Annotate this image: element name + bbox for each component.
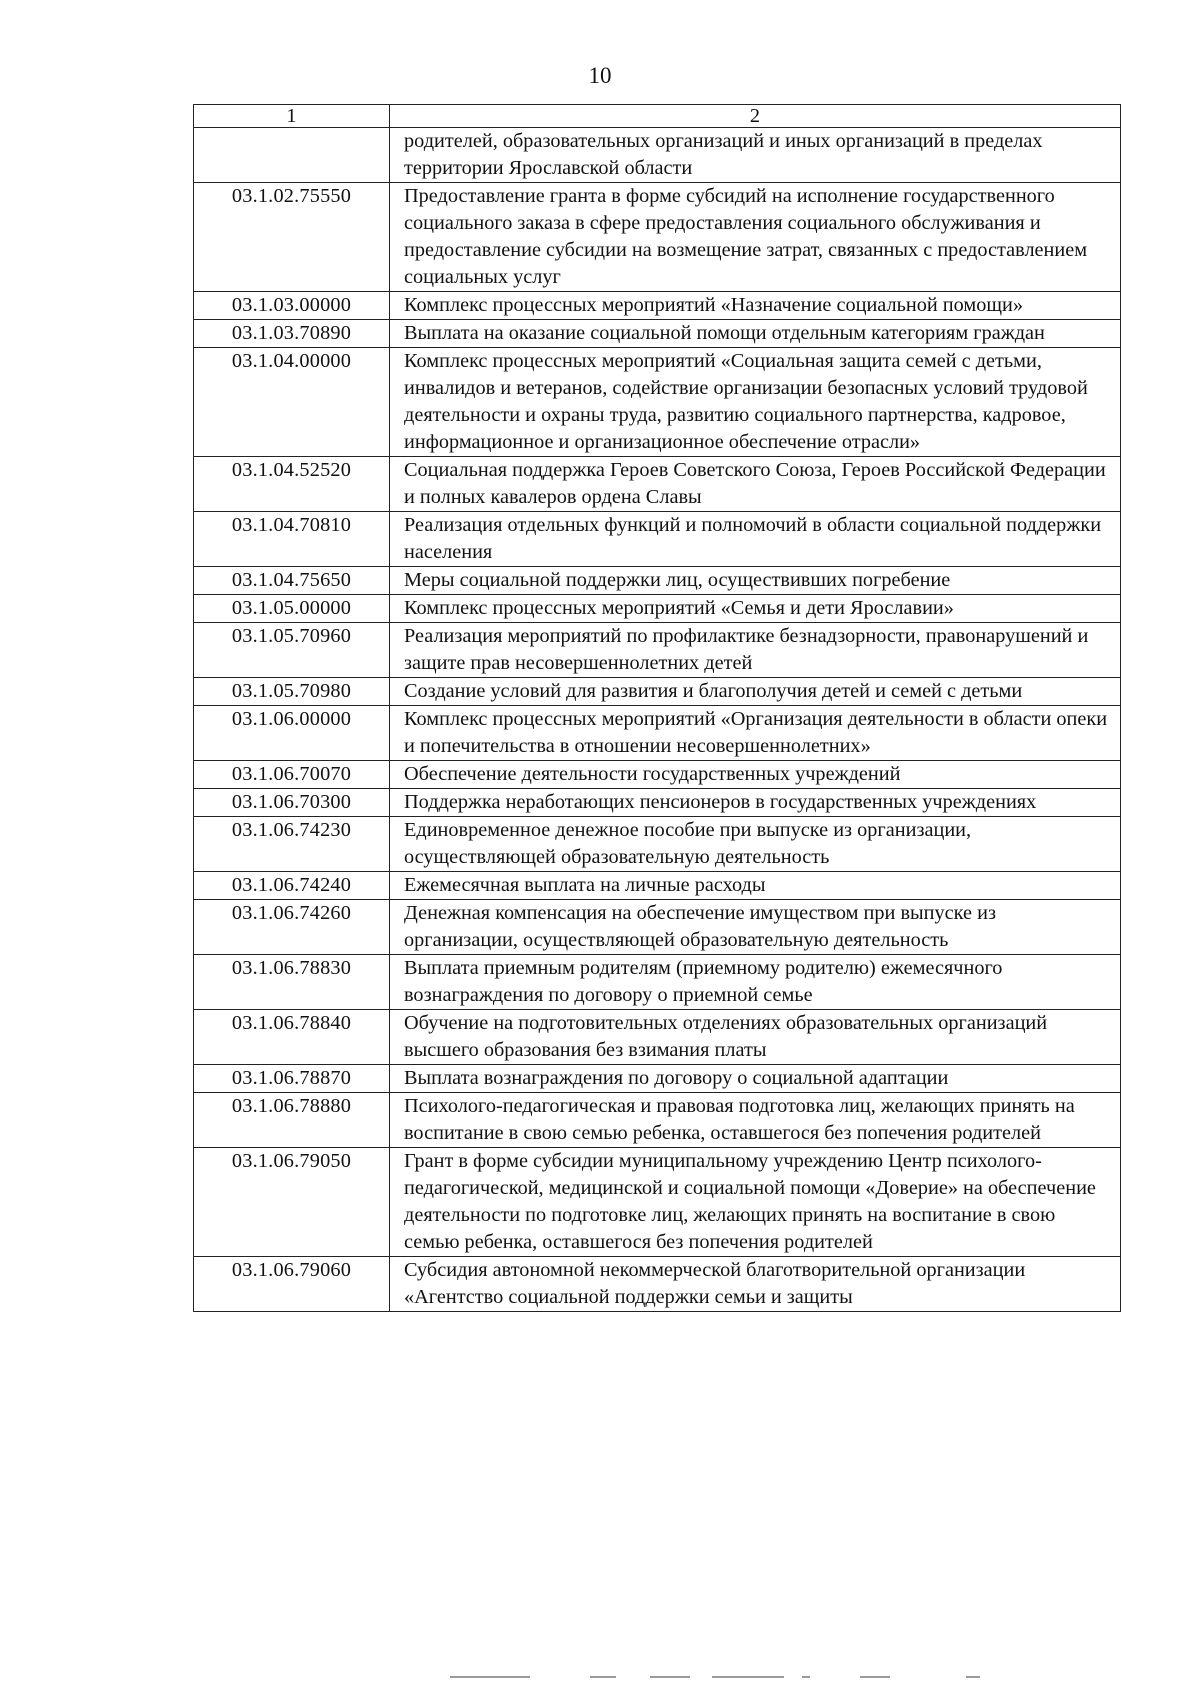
row-code-cell: 03.1.04.52520 bbox=[194, 457, 390, 512]
column-header-name: 2 bbox=[390, 105, 1121, 128]
row-code-cell: 03.1.05.00000 bbox=[194, 595, 390, 623]
row-code-cell: 03.1.06.70070 bbox=[194, 761, 390, 789]
table-row bbox=[194, 348, 1121, 457]
row-name-cell: Субсидия автономной некоммерческой благотворительной организации «Агентство социальной поддержки семьи и защиты bbox=[390, 1257, 1121, 1312]
row-code-cell: 03.1.06.74260 bbox=[194, 900, 390, 955]
row-code-cell: 03.1.05.70980 bbox=[194, 678, 390, 706]
row-code-cell: 03.1.04.75650 bbox=[194, 567, 390, 595]
row-code-cell: 03.1.03.00000 bbox=[194, 292, 390, 320]
row-name-cell: Комплекс процессных мероприятий «Назначение социальной помощи» bbox=[390, 292, 1121, 320]
row-code-cell: 03.1.06.78880 bbox=[194, 1093, 390, 1148]
row-name-cell: Единовременное денежное пособие при выпуске из организации, осуществляющей образовательную деятельность bbox=[390, 817, 1121, 872]
table-row bbox=[194, 457, 1121, 512]
table-row bbox=[194, 128, 1121, 183]
table-row bbox=[194, 706, 1121, 761]
row-name-cell: Выплата на оказание социальной помощи отдельным категориям граждан bbox=[390, 320, 1121, 348]
table-header-row bbox=[194, 105, 1121, 128]
row-code-cell: 03.1.05.70960 bbox=[194, 623, 390, 678]
row-code-cell: 03.1.06.79060 bbox=[194, 1257, 390, 1312]
page-number: 10 bbox=[588, 63, 612, 88]
table-row bbox=[194, 900, 1121, 955]
table-row bbox=[194, 1010, 1121, 1065]
row-code-cell: 03.1.06.70300 bbox=[194, 789, 390, 817]
row-name-cell: Выплата вознаграждения по договору о социальной адаптации bbox=[390, 1065, 1121, 1093]
table-row bbox=[194, 761, 1121, 789]
row-name-cell: Реализация мероприятий по профилактике безнадзорности, правонарушений и защите прав несовершеннолетних детей bbox=[390, 623, 1121, 678]
table-row bbox=[194, 678, 1121, 706]
table-row bbox=[194, 320, 1121, 348]
table-row bbox=[194, 1148, 1121, 1257]
row-code-cell: 03.1.03.70890 bbox=[194, 320, 390, 348]
row-name-cell: Выплата приемным родителям (приемному родителю) ежемесячного вознаграждения по договору о приемной семье bbox=[390, 955, 1121, 1010]
table-row bbox=[194, 183, 1121, 292]
table-row bbox=[194, 789, 1121, 817]
table-row bbox=[194, 1093, 1121, 1148]
row-code-cell: 03.1.06.78830 bbox=[194, 955, 390, 1010]
table-row bbox=[194, 872, 1121, 900]
table-row bbox=[194, 955, 1121, 1010]
row-name-cell: Реализация отдельных функций и полномочий в области социальной поддержки населения bbox=[390, 512, 1121, 567]
table-row bbox=[194, 595, 1121, 623]
row-code-cell: 03.1.06.00000 bbox=[194, 706, 390, 761]
row-code-cell: 03.1.06.74230 bbox=[194, 817, 390, 872]
document-table bbox=[193, 104, 1121, 1312]
row-name-cell: Обеспечение деятельности государственных учреждений bbox=[390, 761, 1121, 789]
row-code-cell: 03.1.06.74240 bbox=[194, 872, 390, 900]
row-name-cell: Предоставление гранта в форме субсидий на исполнение государственного социального заказа в сфере предоставления социального обслуживания и предоставление субсидии на возмещение затрат, связанных с предоставлением социальных услуг bbox=[390, 183, 1121, 292]
table-row bbox=[194, 1065, 1121, 1093]
row-name-cell: Обучение на подготовительных отделениях образовательных организаций высшего образования без взимания платы bbox=[390, 1010, 1121, 1065]
row-code-cell bbox=[194, 128, 390, 183]
row-code-cell: 03.1.04.70810 bbox=[194, 512, 390, 567]
row-code-cell: 03.1.06.79050 bbox=[194, 1148, 390, 1257]
row-name-cell: Поддержка неработающих пенсионеров в государственных учреждениях bbox=[390, 789, 1121, 817]
table-header bbox=[194, 105, 1121, 128]
row-code-cell: 03.1.06.78840 bbox=[194, 1010, 390, 1065]
table-row bbox=[194, 817, 1121, 872]
row-name-cell: Психолого-педагогическая и правовая подготовка лиц, желающих принять на воспитание в свою семью ребенка, оставшегося без попечения родителей bbox=[390, 1093, 1121, 1148]
table-row bbox=[194, 623, 1121, 678]
row-name-cell: родителей, образовательных организаций и иных организаций в пределах территории Ярославской области bbox=[390, 128, 1121, 183]
row-name-cell: Социальная поддержка Героев Советского Союза, Героев Российской Федерации и полных кавалеров ордена Славы bbox=[390, 457, 1121, 512]
row-name-cell: Комплекс процессных мероприятий «Социальная защита семей с детьми, инвалидов и ветеранов, содействие организации безопасных условий трудовой деятельности и охраны труда, развитию социального партнерства, кадровое, информационное и организационное обеспечение отрасли» bbox=[390, 348, 1121, 457]
table-body bbox=[194, 128, 1121, 1312]
scan-artifact-marks bbox=[450, 1676, 1070, 1680]
row-name-cell: Создание условий для развития и благополучия детей и семей с детьми bbox=[390, 678, 1121, 706]
row-name-cell: Меры социальной поддержки лиц, осуществивших погребение bbox=[390, 567, 1121, 595]
row-name-cell: Денежная компенсация на обеспечение имуществом при выпуске из организации, осуществляющей образовательную деятельность bbox=[390, 900, 1121, 955]
row-name-cell: Ежемесячная выплата на личные расходы bbox=[390, 872, 1121, 900]
row-code-cell: 03.1.02.75550 bbox=[194, 183, 390, 292]
table-row bbox=[194, 1257, 1121, 1312]
row-name-cell: Комплекс процессных мероприятий «Семья и дети Ярославии» bbox=[390, 595, 1121, 623]
table-row bbox=[194, 292, 1121, 320]
table-row bbox=[194, 567, 1121, 595]
row-code-cell: 03.1.06.78870 bbox=[194, 1065, 390, 1093]
table-row bbox=[194, 512, 1121, 567]
row-code-cell: 03.1.04.00000 bbox=[194, 348, 390, 457]
row-name-cell: Грант в форме субсидии муниципальному учреждению Центр психолого-педагогической, медицинской и социальной помощи «Доверие» на обеспечение деятельности по подготовке лиц, желающих принять на воспитание в свою семью ребенка, оставшегося без попечения родителей bbox=[390, 1148, 1121, 1257]
column-header-code: 1 bbox=[194, 105, 390, 128]
row-name-cell: Комплекс процессных мероприятий «Организация деятельности в области опеки и попечительства в отношении несовершеннолетних» bbox=[390, 706, 1121, 761]
